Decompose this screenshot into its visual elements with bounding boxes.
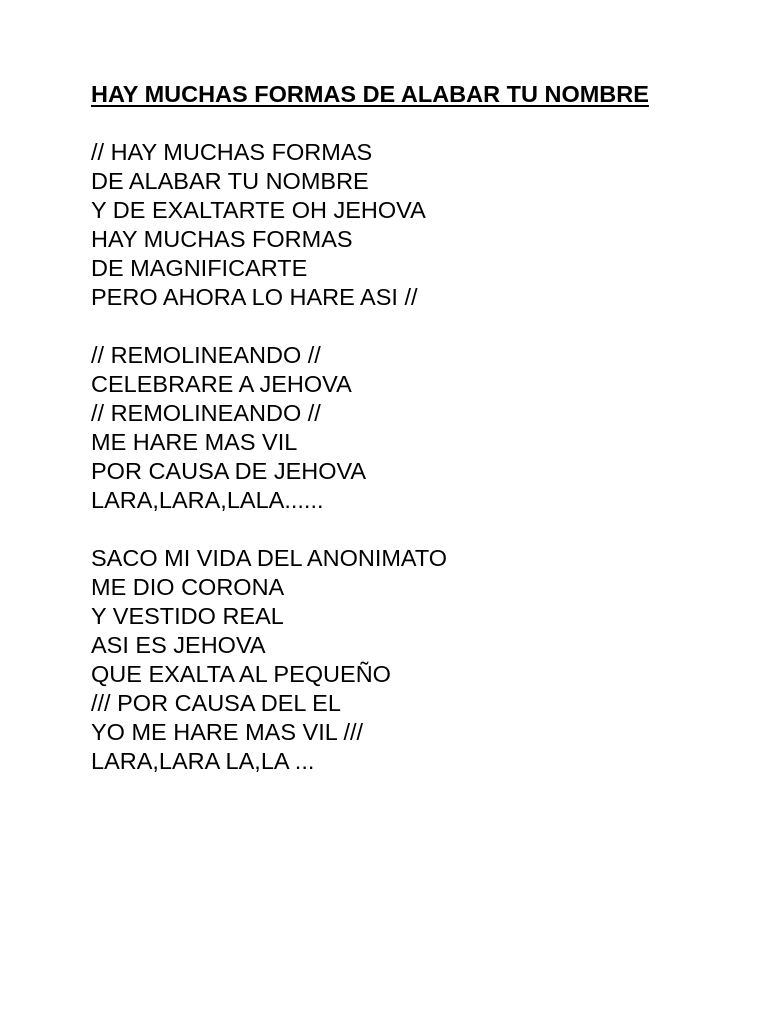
- lyric-line: Y DE EXALTARTE OH JEHOVA: [91, 197, 426, 223]
- song-title: HAY MUCHAS FORMAS DE ALABAR TU NOMBRE: [91, 81, 649, 107]
- stanza-1: [91, 138, 731, 312]
- lyric-line: LARA,LARA LA,LA ...: [91, 748, 315, 774]
- lyric-line: ME HARE MAS VIL: [91, 429, 298, 455]
- lyric-line: PERO AHORA LO HARE ASI //: [91, 284, 418, 310]
- lyric-line: Y VESTIDO REAL: [91, 603, 284, 629]
- lyric-line: CELEBRARE A JEHOVA: [91, 371, 352, 397]
- lyric-line: HAY MUCHAS FORMAS: [91, 226, 353, 252]
- lyric-line: QUE EXALTA AL PEQUEÑO: [91, 661, 391, 687]
- lyric-line: POR CAUSA DE JEHOVA: [91, 458, 367, 484]
- lyric-line: YO ME HARE MAS VIL ///: [91, 719, 364, 745]
- lyric-line: ME DIO CORONA: [91, 574, 285, 600]
- song-lyrics: [91, 80, 731, 776]
- lyric-line: LARA,LARA,LALA......: [91, 487, 324, 513]
- lyric-line: SACO MI VIDA DEL ANONIMATO: [91, 545, 448, 571]
- stanza-3: [91, 544, 731, 776]
- lyric-line: DE ALABAR TU NOMBRE: [91, 168, 369, 194]
- lyric-line: // HAY MUCHAS FORMAS: [91, 139, 373, 165]
- stanza-2: [91, 341, 731, 515]
- lyric-line: // REMOLINEANDO //: [91, 400, 321, 426]
- lyric-line: /// POR CAUSA DEL EL: [91, 690, 341, 716]
- lyric-line: ASI ES JEHOVA: [91, 632, 266, 658]
- lyric-line: // REMOLINEANDO //: [91, 342, 321, 368]
- lyric-line: DE MAGNIFICARTE: [91, 255, 308, 281]
